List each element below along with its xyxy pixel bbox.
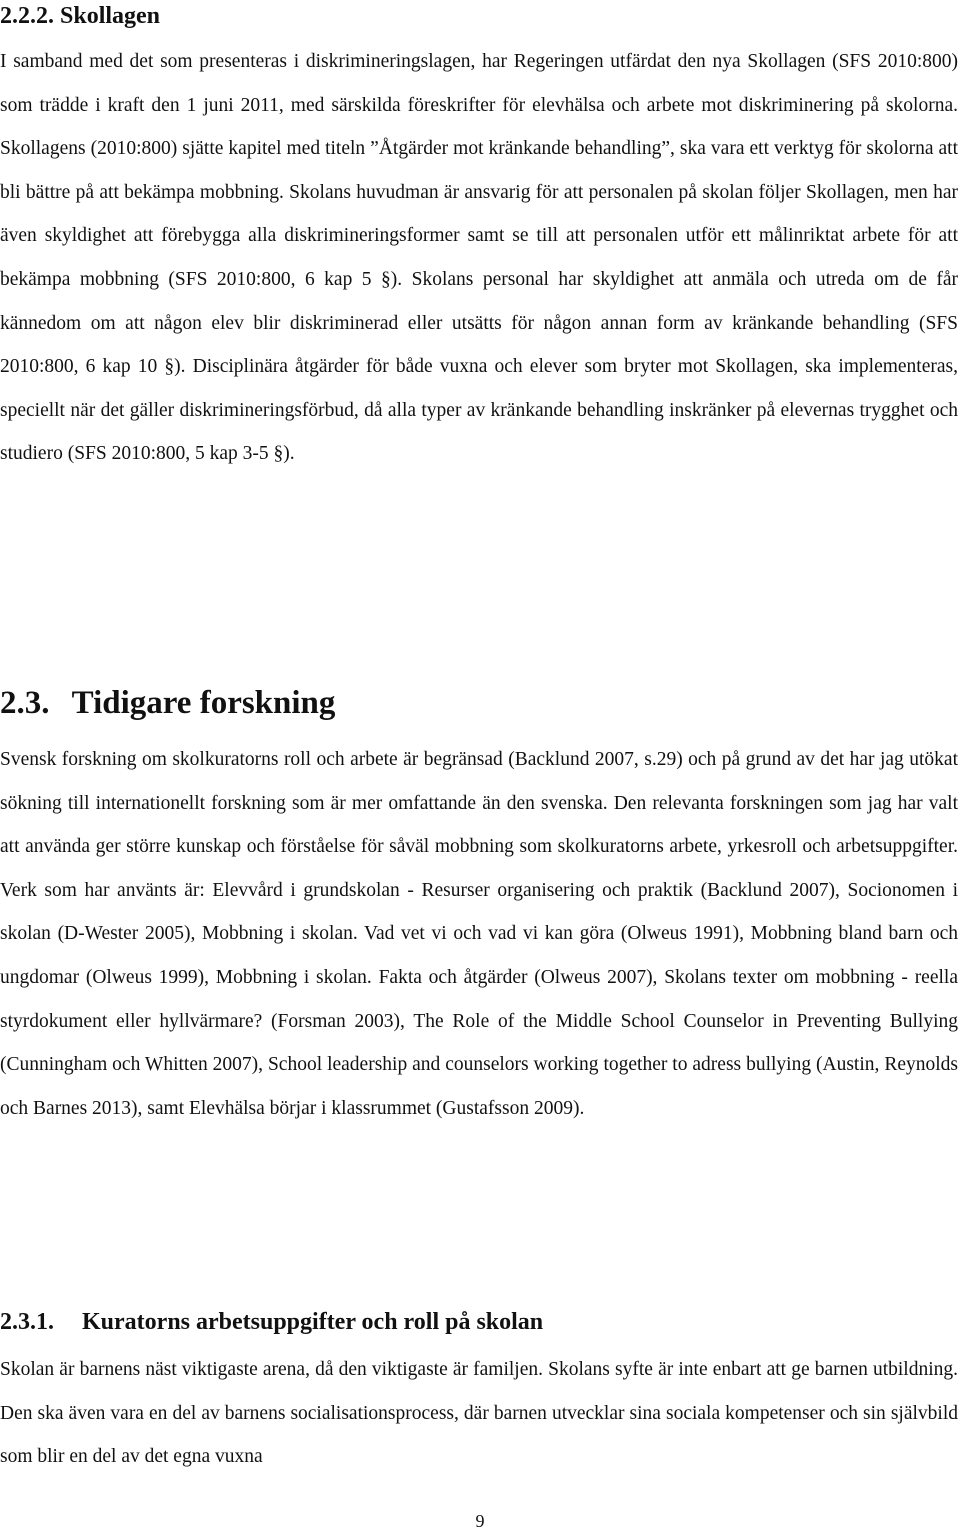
heading-title: Tidigare forskning (71, 685, 336, 721)
heading-2-3 (0, 683, 960, 723)
heading-title: Kuratorns arbetsuppgifter och roll på skolan (82, 1309, 544, 1335)
page-number: 9 (475, 1511, 485, 1531)
heading-number: 2.3. (0, 685, 50, 721)
paragraph-tidigare-forskning: Svensk forskning om skolkuratorns roll och arbete är begränsad (Backlund 2007, s.29) och på grund av det har jag utökat sökning till internationellt forskning som är mer omfattande än den svenska. Den relevanta forskningen som jag har valt att använda ger större kunskap och förståelse för såväl mobbning som skolkuratorns arbete, yrkesroll och arbetsuppgifter. Verk som har använts är: Elevvård i grundskolan - Resurser organisering och praktik (Backlund 2007), Socionomen i skolan (D-Wester 2005), Mobbning i skolan. Vad vet vi och vad vi kan göra (Olweus 1991), Mobbning bland barn och ungdomar (Olweus 1999), Mobbning i skolan. Fakta och åtgärder (Olweus 2007), Skolans texter om mobbning - reella styrdokument eller hyllvärmare? (Forsman 2003), The Role of the Middle School Counselor in Preventing Bullying (Cunningham och Whitten 2007), School leadership and counselors working together to adress bullying (Austin, Reynolds och Barnes 2013), samt Elevhälsa börjar i klassrummet (Gustafsson 2009). (0, 749, 958, 1119)
heading-number: 2.2.2. (0, 3, 54, 29)
heading-number: 2.3.1. (0, 1309, 54, 1335)
heading-title: Skollagen (60, 3, 161, 29)
heading-2-3-1 (0, 1307, 960, 1337)
heading-2-2-2 (0, 1, 960, 31)
paragraph-skollagen: I samband med det som presenteras i diskrimineringslagen, har Regeringen utfärdat den nya Skollagen (SFS 2010:800) som trädde i kraft den 1 juni 2011, med särskilda föreskrifter för elevhälsa och arbete mot diskriminering på skolorna. Skollagens (2010:800) sjätte kapitel med titeln ”Åtgärder mot kränkande behandling”, ska vara ett verktyg för skolorna att bli bättre på att bekämpa mobbning. Skolans huvudman är ansvarig för att personalen på skolan följer Skollagen, men har även skyldighet att förebygga alla diskrimineringsformer samt se till att personalen utför ett målinriktat arbete för att bekämpa mobbning (SFS 2010:800, 6 kap 5 §). Skolans personal har skyldighet att anmäla och utreda om de får kännedom om att någon elev blir diskriminerad eller utsätts för någon annan form av kränkande behandling (SFS 2010:800, 6 kap 10 §). Disciplinära åtgärder för både vuxna och elever som bryter mot Skollagen, ska implementeras, speciellt när det gäller diskrimineringsförbud, då alla typer av kränkande behandling inskränker på elevernas trygghet och studiero (SFS 2010:800, 5 kap 3-5 §). (0, 51, 958, 465)
paragraph-kuratorns-roll: Skolan är barnens näst viktigaste arena, då den viktigaste är familjen. Skolans syfte är inte enbart att ge barnen utbildning. Den ska även vara en del av barnens socialisationsprocess, där barnen utvecklar sina sociala kompetenser och sin självbild som blir en del av det egna vuxna (0, 1359, 958, 1468)
